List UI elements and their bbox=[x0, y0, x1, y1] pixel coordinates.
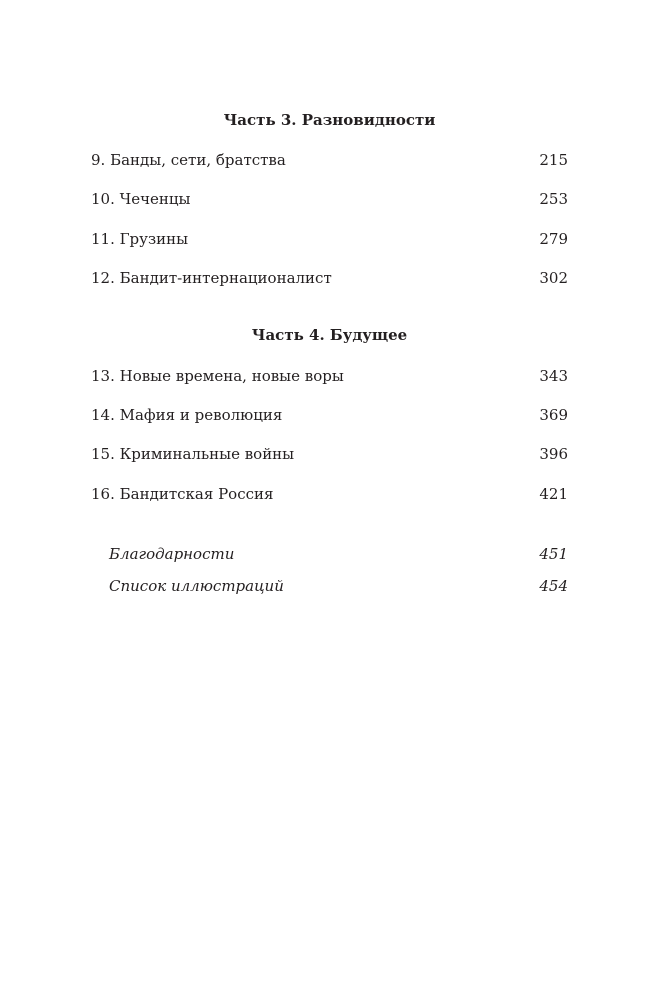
toc-entry-page: 454 bbox=[539, 577, 568, 595]
toc-entry-title: Список иллюстраций bbox=[109, 577, 284, 595]
toc-entry-15 bbox=[91, 443, 568, 465]
toc-entry-14 bbox=[91, 404, 568, 426]
toc-entry-page: 343 bbox=[539, 367, 568, 385]
toc-entry-page: 302 bbox=[539, 269, 568, 287]
toc-entry-page: 396 bbox=[539, 445, 568, 463]
toc-entry-page: 253 bbox=[539, 190, 568, 208]
toc-entry-illustrations bbox=[109, 575, 568, 597]
toc-entry-13 bbox=[91, 365, 568, 387]
toc-entry-title: 15. Криминальные войны bbox=[91, 445, 295, 463]
toc-entry-title: 14. Мафия и революция bbox=[91, 406, 283, 424]
toc-entry-title: 16. Бандитская Россия bbox=[91, 485, 274, 503]
toc-entry-page: 451 bbox=[539, 545, 568, 563]
toc-entry-page: 369 bbox=[539, 406, 568, 424]
toc-entry-9 bbox=[91, 149, 568, 171]
toc-entry-page: 215 bbox=[539, 151, 568, 169]
toc-entry-11 bbox=[91, 228, 568, 250]
toc-entry-page: 279 bbox=[539, 230, 568, 248]
toc-entry-acknowledgements bbox=[109, 543, 568, 565]
toc-entry-title: Благодарности bbox=[109, 545, 235, 563]
toc-entry-title: 9. Банды, сети, братства bbox=[91, 151, 286, 169]
part-3-heading: Часть 3. Разновидности bbox=[223, 111, 436, 129]
toc-entry-16 bbox=[91, 483, 568, 505]
toc-entry-title: 12. Бандит-интернационалист bbox=[91, 269, 332, 287]
toc-entry-title: 10. Чеченцы bbox=[91, 190, 191, 208]
toc-entry-title: 11. Грузины bbox=[91, 230, 189, 248]
toc-entry-page: 421 bbox=[539, 485, 568, 503]
part-4-heading: Часть 4. Будущее bbox=[251, 326, 408, 344]
toc-entry-12 bbox=[91, 267, 568, 289]
toc-entry-title: 13. Новые времена, новые воры bbox=[91, 367, 344, 385]
toc-entry-10 bbox=[91, 188, 568, 210]
